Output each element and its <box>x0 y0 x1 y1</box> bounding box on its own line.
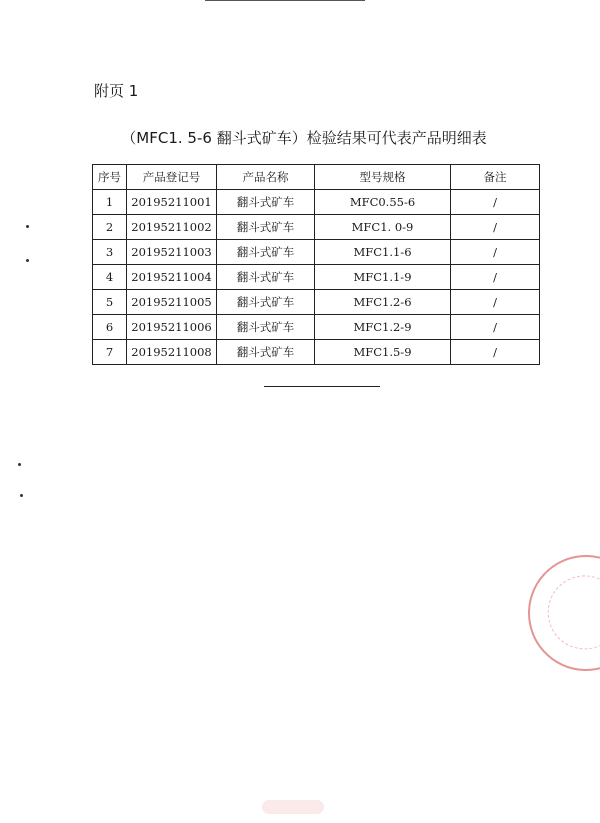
cell-product-name: 翻斗式矿车 <box>217 240 315 265</box>
cell-serial: 2 <box>93 215 127 240</box>
table-row <box>93 315 540 340</box>
cell-product-name: 翻斗式矿车 <box>217 265 315 290</box>
cell-product-name: 翻斗式矿车 <box>217 290 315 315</box>
cell-remarks: / <box>451 340 540 365</box>
official-seal <box>512 539 600 688</box>
cell-registration-no: 20195211004 <box>127 265 217 290</box>
header-remarks: 备注 <box>451 165 540 190</box>
table-header-row <box>93 165 540 190</box>
scan-smudge <box>262 800 324 814</box>
cell-product-name: 翻斗式矿车 <box>217 215 315 240</box>
cell-registration-no: 20195211003 <box>127 240 217 265</box>
cell-registration-no: 20195211002 <box>127 215 217 240</box>
official-seal-inner-ring <box>537 565 600 660</box>
cell-product-name: 翻斗式矿车 <box>217 190 315 215</box>
cell-registration-no: 20195211006 <box>127 315 217 340</box>
cell-product-name: 翻斗式矿车 <box>217 340 315 365</box>
table-row <box>93 265 540 290</box>
cell-serial: 3 <box>93 240 127 265</box>
cell-serial: 7 <box>93 340 127 365</box>
cell-registration-no: 20195211001 <box>127 190 217 215</box>
cell-model-spec: MFC1.5-9 <box>315 340 451 365</box>
cell-registration-no: 20195211005 <box>127 290 217 315</box>
cell-remarks: / <box>451 215 540 240</box>
cell-model-spec: MFC1.1-6 <box>315 240 451 265</box>
appendix-label: 附页 1 <box>94 82 139 100</box>
table-row <box>93 240 540 265</box>
header-registration-no: 产品登记号 <box>127 165 217 190</box>
header-product-name: 产品名称 <box>217 165 315 190</box>
cell-remarks: / <box>451 265 540 290</box>
top-edge-line <box>205 0 365 1</box>
scan-speck <box>20 494 23 497</box>
cell-model-spec: MFC0.55-6 <box>315 190 451 215</box>
header-model-spec: 型号规格 <box>315 165 451 190</box>
cell-serial: 5 <box>93 290 127 315</box>
end-rule <box>264 386 380 387</box>
header-serial: 序号 <box>93 165 127 190</box>
cell-remarks: / <box>451 240 540 265</box>
cell-serial: 4 <box>93 265 127 290</box>
product-table <box>92 164 540 365</box>
cell-remarks: / <box>451 315 540 340</box>
cell-model-spec: MFC1.2-9 <box>315 315 451 340</box>
scan-speck <box>26 225 29 228</box>
table-row <box>93 290 540 315</box>
cell-product-name: 翻斗式矿车 <box>217 315 315 340</box>
cell-registration-no: 20195211008 <box>127 340 217 365</box>
table-row <box>93 190 540 215</box>
cell-model-spec: MFC1.2-6 <box>315 290 451 315</box>
scan-speck <box>18 463 21 466</box>
cell-serial: 6 <box>93 315 127 340</box>
scan-speck <box>26 259 29 262</box>
cell-model-spec: MFC1. 0-9 <box>315 215 451 240</box>
cell-remarks: / <box>451 290 540 315</box>
cell-serial: 1 <box>93 190 127 215</box>
document-title: （MFC1. 5-6 翻斗式矿车）检验结果可代表产品明细表 <box>121 129 487 147</box>
cell-remarks: / <box>451 190 540 215</box>
table-row <box>93 215 540 240</box>
cell-model-spec: MFC1.1-9 <box>315 265 451 290</box>
table-row <box>93 340 540 365</box>
